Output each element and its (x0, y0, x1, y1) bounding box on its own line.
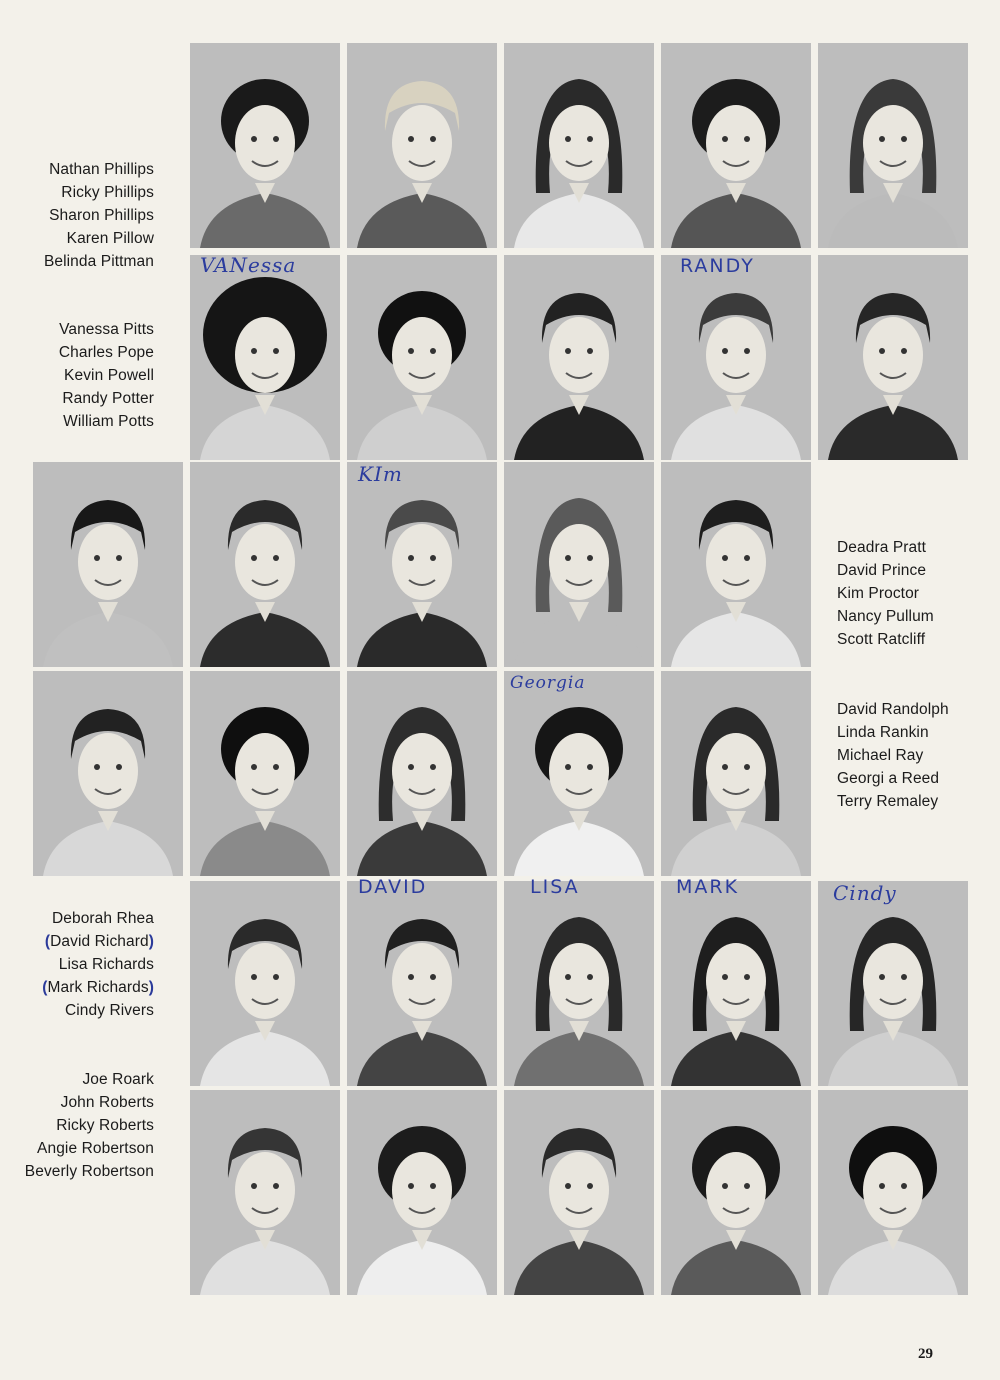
hand-bracket-close: ) (148, 933, 154, 950)
student-name: David Randolph (837, 701, 949, 718)
student-name: Scott Ratcliff (837, 631, 926, 648)
student-portrait (190, 1090, 340, 1295)
student-name: John Roberts (60, 1094, 154, 1111)
student-name: Kevin Powell (64, 367, 154, 384)
name-list-row-2 (59, 318, 154, 433)
student-name: Karen Pillow (66, 230, 154, 247)
student-name: Nathan Phillips (49, 161, 154, 178)
student-portrait (661, 1090, 811, 1295)
student-name: Kim Proctor (837, 585, 920, 602)
student-portrait (347, 255, 497, 460)
student-name: Charles Pope (58, 344, 154, 361)
student-name: Belinda Pittman (43, 253, 154, 270)
student-name: David Prince (837, 562, 927, 579)
student-portrait (504, 43, 654, 248)
student-portrait (504, 255, 654, 460)
student-name: Randy Potter (62, 390, 154, 407)
student-portrait (347, 671, 497, 876)
student-portrait (661, 255, 811, 460)
student-portrait (504, 1090, 654, 1295)
student-name: Michael Ray (837, 747, 924, 764)
handwritten-note: DAVID (358, 876, 428, 898)
student-portrait (190, 255, 340, 460)
handwritten-note: VANessa (200, 253, 297, 277)
hand-bracket-open: ( (42, 979, 48, 996)
hand-bracket-close: ) (148, 979, 154, 996)
student-portrait (504, 881, 654, 1086)
student-name: Nancy Pullum (837, 608, 934, 625)
student-portrait (347, 462, 497, 667)
student-name-bracketed (42, 976, 154, 999)
page-number: 29 (918, 1346, 933, 1362)
student-portrait (818, 881, 968, 1086)
student-name: Lisa Richards (58, 956, 154, 973)
student-portrait (190, 881, 340, 1086)
name-list-row-4 (837, 698, 949, 813)
student-name: Angie Robertson (37, 1140, 154, 1157)
student-portrait (661, 671, 811, 876)
student-name: Linda Rankin (837, 724, 929, 741)
student-portrait (818, 1090, 968, 1295)
student-name: Sharon Phillips (49, 207, 154, 224)
student-portrait (661, 881, 811, 1086)
student-portrait (818, 43, 968, 248)
handwritten-note: MARK (676, 876, 740, 898)
handwritten-note: Georgia (510, 673, 586, 693)
name-list-row-5 (42, 907, 154, 1022)
student-name: Deborah Rhea (51, 910, 154, 927)
student-portrait (347, 1090, 497, 1295)
student-name: Cindy Rivers (64, 1002, 154, 1019)
handwritten-note: RANDY (680, 255, 755, 277)
student-portrait (504, 671, 654, 876)
student-portrait (347, 43, 497, 248)
student-portrait (33, 671, 183, 876)
name-list-row-6 (25, 1068, 154, 1183)
student-name: Joe Roark (82, 1071, 154, 1088)
student-name: Mark Richards (47, 979, 149, 996)
student-portrait (504, 462, 654, 667)
handwritten-note: Cindy (833, 881, 897, 905)
student-name-bracketed (42, 930, 154, 953)
handwritten-note: LISA (530, 876, 580, 898)
student-portrait (661, 462, 811, 667)
name-list-row-3 (837, 536, 934, 651)
hand-bracket-open: ( (44, 933, 51, 950)
student-portrait (190, 43, 340, 248)
student-portrait (818, 255, 968, 460)
student-name: Terry Remaley (837, 793, 939, 810)
student-name: Ricky Phillips (61, 184, 154, 201)
student-portrait (190, 671, 340, 876)
student-portrait (661, 43, 811, 248)
student-portrait (190, 462, 340, 667)
name-list-row-1 (44, 158, 154, 273)
student-name: Beverly Robertson (24, 1163, 154, 1180)
student-name: Ricky Roberts (56, 1117, 154, 1134)
student-portrait (347, 881, 497, 1086)
handwritten-note: KIm (358, 462, 403, 486)
student-portrait (33, 462, 183, 667)
student-name: William Potts (63, 413, 154, 430)
student-name: Georgi a Reed (837, 770, 940, 787)
student-name: David Richard (50, 933, 149, 950)
student-name: Vanessa Pitts (59, 321, 154, 338)
student-name: Deadra Pratt (837, 539, 927, 556)
